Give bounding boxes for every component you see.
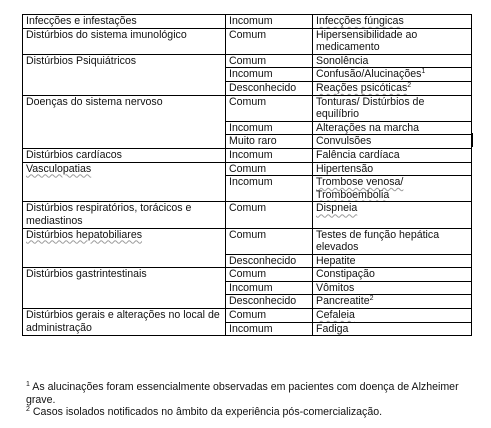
frequency-cell: Comum — [226, 202, 313, 228]
frequency-cell: Incomum — [226, 281, 313, 295]
frequency-cell: Desconhecido — [226, 254, 313, 268]
table-row — [23, 54, 472, 68]
adverse-reaction-cell — [313, 268, 472, 282]
adverse-reaction-cell — [313, 281, 472, 295]
adverse-reaction-label: Hipersensibilidade ao medicamento — [316, 28, 418, 54]
table-row — [23, 95, 472, 121]
adverse-reaction-cell — [313, 148, 472, 162]
adverse-reactions-table — [22, 14, 472, 336]
footnote-reference: 2 — [369, 295, 374, 303]
footnote-reference: 2 — [407, 81, 412, 89]
footnote-2-text: Casos isolados notificados no âmbito da experiência pós-comercialização. — [29, 406, 383, 419]
frequency-cell: Comum — [226, 162, 313, 176]
system-organ-class-cell — [23, 162, 226, 202]
frequency-cell: Incomum — [226, 15, 313, 29]
system-organ-class-label: Infecções e infestações — [26, 15, 137, 27]
adverse-reaction-cell — [313, 176, 472, 202]
adverse-reaction-label: Hipertensão — [316, 162, 374, 175]
footnote-1-text: As alucinações foram essencialmente observadas em pacientes com doença de Alzheimer grave. — [26, 381, 459, 406]
adverse-reaction-label: Vômitos — [316, 281, 355, 294]
system-organ-class-cell — [23, 15, 226, 29]
adverse-reaction-label: Infecções fúngicas — [316, 15, 404, 27]
frequency-cell: Desconhecido — [226, 295, 313, 309]
footnote-1 — [26, 381, 476, 406]
adverse-reaction-label: Alterações na marcha — [316, 121, 420, 134]
adverse-reaction-label: Hepatite — [316, 254, 356, 267]
system-organ-class-cell — [23, 309, 226, 336]
adverse-reaction-label: Convulsões — [316, 135, 372, 148]
system-organ-class-label: Distúrbios gastrintestinais — [26, 268, 147, 281]
footnote-2 — [26, 406, 476, 419]
table-row — [23, 202, 472, 228]
frequency-cell: Incomum — [226, 148, 313, 162]
frequency-cell: Comum — [226, 309, 313, 323]
frequency-cell: Incomum — [226, 322, 313, 336]
adverse-reaction-cell — [313, 28, 472, 54]
system-organ-class-cell — [23, 228, 226, 268]
adverse-reaction-cell — [313, 295, 472, 309]
adverse-reaction-cell — [313, 54, 472, 68]
frequency-cell: Comum — [226, 95, 313, 121]
system-organ-class-label: Doenças do sistema nervoso — [26, 95, 163, 108]
adverse-reaction-cell — [313, 254, 472, 268]
table-row — [23, 15, 472, 29]
adverse-reaction-cell — [313, 121, 472, 135]
frequency-cell: Incomum — [226, 176, 313, 202]
adverse-reaction-cell — [313, 202, 472, 228]
footnote-2-mark: 2 — [26, 406, 30, 414]
footnote-1-mark: 1 — [26, 381, 30, 388]
adverse-reaction-label: Pancreatite — [316, 295, 370, 308]
footnotes — [26, 381, 476, 419]
adverse-reaction-cell — [313, 322, 472, 336]
adverse-reaction-cell — [313, 81, 472, 95]
adverse-reaction-label: Trombose venosa/ Tromboembolia — [316, 176, 404, 201]
frequency-cell: Desconhecido — [226, 81, 313, 95]
table-row — [23, 228, 472, 254]
frequency-cell: Incomum — [226, 121, 313, 135]
adverse-reaction-label: Confusão/Alucinações — [316, 68, 422, 81]
system-organ-class-cell — [23, 268, 226, 309]
system-organ-class-cell — [23, 202, 226, 228]
system-organ-class-cell — [23, 148, 226, 162]
adverse-reaction-label: Falência cardíaca — [316, 148, 400, 161]
table-row — [23, 148, 472, 162]
frequency-cell: Comum — [226, 54, 313, 68]
adverse-reaction-cell — [313, 228, 472, 254]
table-row — [23, 162, 472, 176]
frequency-cell: Muito raro — [226, 135, 313, 149]
system-organ-class-label: Distúrbios cardíacos — [26, 148, 122, 161]
footnote-reference: 1 — [421, 68, 426, 76]
adverse-reaction-cell — [313, 95, 472, 121]
frequency-cell: Comum — [226, 268, 313, 282]
system-organ-class-cell — [23, 54, 226, 95]
adverse-reaction-label: Constipação — [316, 268, 375, 281]
frequency-cell: Comum — [226, 28, 313, 54]
system-organ-class-label: Vasculopatias — [26, 162, 92, 175]
system-organ-class-label: Distúrbios hepatobiliares — [26, 228, 143, 241]
frequency-cell: Comum — [226, 228, 313, 254]
table-row — [23, 309, 472, 323]
adverse-reaction-cell — [313, 135, 472, 149]
system-organ-class-label: Distúrbios respiratórios, torácicos e mediastinos — [26, 202, 192, 227]
adverse-reaction-label: Testes de função hepática elevados — [316, 228, 440, 254]
system-organ-class-cell — [23, 95, 226, 148]
system-organ-class-label: Distúrbios gerais e alterações no local de administração — [26, 309, 220, 334]
adverse-reaction-cell — [313, 15, 472, 29]
table-body — [23, 15, 472, 336]
system-organ-class-cell — [23, 28, 226, 54]
adverse-reaction-label: Sonolência — [316, 54, 369, 67]
adverse-reaction-label: Dispneia — [316, 202, 358, 215]
adverse-reaction-label: Fadiga — [316, 322, 349, 335]
adverse-reaction-cell — [313, 68, 472, 82]
table-row — [23, 28, 472, 54]
table-row — [23, 268, 472, 282]
system-organ-class-label: Distúrbios Psiquiátricos — [26, 54, 137, 67]
adverse-reaction-cell — [313, 162, 472, 176]
adverse-reaction-label: Reações psicóticas — [316, 81, 408, 94]
text-cursor — [471, 133, 473, 147]
adverse-reaction-label: Cefaleia — [316, 309, 355, 322]
frequency-cell: Incomum — [226, 68, 313, 82]
adverse-reaction-label: Tonturas/ Distúrbios de equilíbrio — [316, 95, 425, 121]
system-organ-class-label: Distúrbios do sistema imunológico — [26, 28, 187, 41]
adverse-reaction-cell — [313, 309, 472, 323]
